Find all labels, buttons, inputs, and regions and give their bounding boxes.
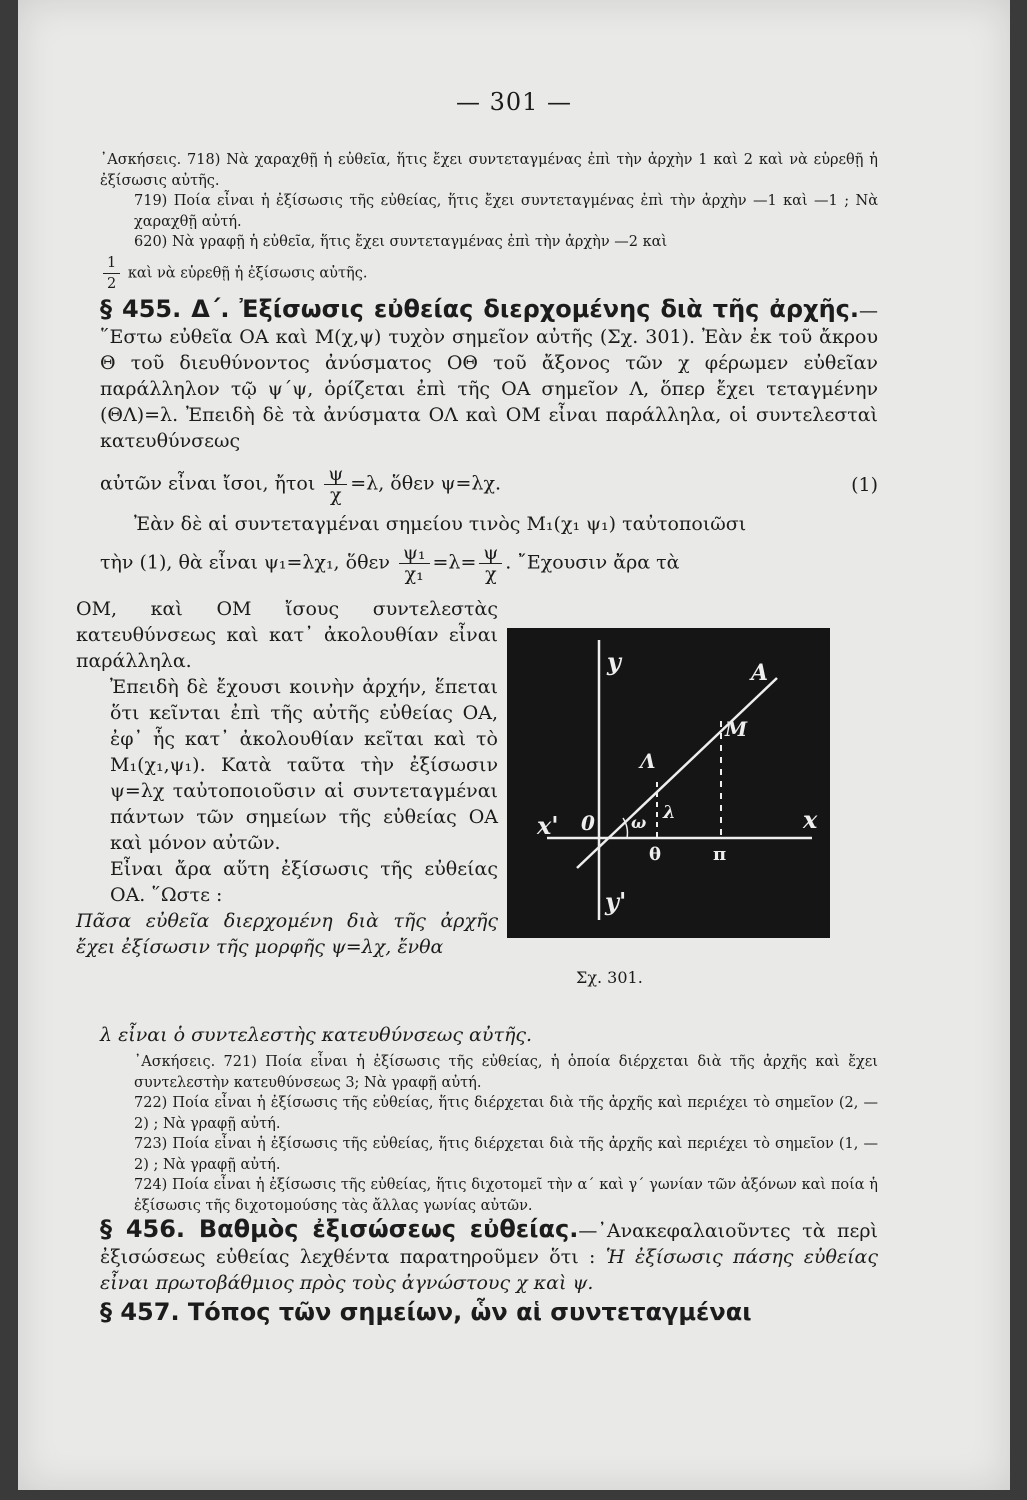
label-theta: θ (649, 844, 662, 865)
section-456-statement: Ἡ ἐξίσωσις πάσης εὐθείας εἶναι πρωτοβάθμιος πρὸς τοὺς ἀγνώστους χ καὶ ψ. (100, 1246, 879, 1294)
label-x: x (803, 805, 818, 834)
section-455-para2: Ἐὰν δὲ αἱ συντεταγμέναι σημείου τινὸς Μ₁(χ₁ ψ₁) ταὐτοποιῶσι (134, 513, 747, 535)
label-lambda: λ (663, 802, 676, 823)
exercise-724: 724) Ποία εἶναι ἡ ἐξίσωσις τῆς εὐθείας, ἥτις διχοτομεῖ τὴν α΄ καὶ γ΄ γωνίαν τῶν ἀξόνων καὶ ποία ἡ ἐξίσωσις τῆς διχοτομούσης τὰς ἄλλας γωνίας αὐτῶν. (134, 1177, 878, 1214)
section-455-heading: § 455. Δ΄. Ἐξίσωσις εὐθείας διερχομένης διὰ τῆς ἀρχῆς. (100, 295, 859, 323)
exercise-722: 722) Ποία εἶναι ἡ ἐξίσωσις τῆς εὐθείας, ἥτις διέρχεται διὰ τῆς ἀρχῆς καὶ περιέχει τὸ σημεῖον (2, —2) ; Νὰ γραφῇ αὐτή. (134, 1095, 878, 1132)
book-page (18, 0, 1010, 1490)
label-pi: π (713, 844, 727, 865)
section-457-heading: § 457. Τόπος τῶν σημείων, ὧν αἱ συντεταγμέναι (100, 1298, 752, 1326)
exercise-719: 719) Ποία εἶναι ἡ ἐξίσωσις τῆς εὐθείας, ἥτις ἔχει συντεταγμένας ἐπὶ τὴν ἀρχὴν —1 καὶ —1 ; Νὰ χαραχθῇ αὐτή. (134, 193, 878, 230)
exercise-620-end: $\frac{1}{2}$ καὶ νὰ εὑρεθῇ ἡ ἐξίσωσις αὐτῆς. (100, 253, 878, 294)
exercise-718: ᾿Ασκήσεις. 718) Νὰ χαραχθῇ ἡ εὐθεῖα, ἥτις ἔχει συντεταγμένας ἐπὶ τὴν ἀρχὴν 1 καὶ 2 καὶ νὰ εὑρεθῇ ἡ ἐξίσωσις αὐτῆς. (100, 152, 878, 189)
exercise-723: 723) Ποία εἶναι ἡ ἐξίσωσις τῆς εὐθείας, ἥτις διέρχεται διὰ τῆς ἀρχῆς καὶ περιέχει τὸ σημεῖον (1, —2) ; Νὰ γραφῇ αὐτή. (134, 1136, 878, 1173)
section-455-para3: ΟΜ, καὶ ΟΜ ἴσους συντελεστὰς κατευθύνσεως καὶ κατ᾿ ἀκολουθίαν εἶναι παράλληλα. (76, 598, 498, 672)
label-A: Α (751, 660, 769, 686)
section-455-theorem: Πᾶσα εὐθεῖα διερχομένη διὰ τῆς ἀρχῆς ἔχει ἐξίσωσιν τῆς μορφῆς ψ=λχ, ἔνθα (76, 910, 498, 958)
section-455 (100, 296, 878, 584)
section-457 (100, 1298, 878, 1326)
label-Lambda: Λ (640, 749, 656, 773)
label-M: Μ (725, 717, 748, 741)
section-456: § 456. Βαθμὸς ἐξισώσεως εὐθείας.—᾿Ανακεφαλαιοῦντες τὰ περὶ ἐξισώσεως εὐθείας λεχθέντα παρατηροῦμεν ὅτι : Ἡ ἐξίσωσις πάσης εὐθείας εἶναι πρωτοβάθμιος πρὸς τοὺς ἀγνώστους χ καὶ ψ. (100, 1215, 879, 1294)
section-455-para1: —῞Εστω εὐθεῖα ΟΑ καὶ Μ(χ,ψ) τυχὸν σημεῖον αὐτῆς (Σχ. 301). Ἐὰν ἐκ τοῦ ἄκρου Θ τοῦ διευθύνοντος ἀνύσματος ΟΘ τοῦ ἄξονος τῶν χ φέρωμεν εὐθεῖαν παράλληλον τῷ ψ΄ψ, ὁρίζεται ἐπὶ τῆς ΟΑ σημεῖον Λ, ὅπερ ἔχει τεταγμένην (ΘΛ)=λ. Ἐπειδὴ δὲ τὰ ἀνύσματα ΟΛ καὶ ΟΜ εἶναι παράλληλα, οἱ συντελεσταὶ κατευθύνσεως (100, 300, 878, 452)
fraction-half: $\frac{1}{2}$ (103, 253, 120, 294)
section-456-heading: § 456. Βαθμὸς ἐξισώσεως εὐθείας. (100, 1215, 579, 1243)
figure-caption: Σχ. 301. (576, 968, 643, 987)
exercises-bottom (100, 1052, 878, 1216)
section-455-para5a: Εἶναι ἄρα αὕτη ἐξίσωσις τῆς εὐθείας ΟΑ. ῞Ωστε : (110, 858, 498, 906)
line-OA (577, 678, 777, 868)
section-455-para4: Ἐπειδὴ δὲ ἔχουσι κοινὴν ἀρχήν, ἕπεται ὅτι κεῖνται ἐπὶ τῆς αὐτῆς εὐθείας ΟΑ, ἐφ᾿ ἧς κατ᾿ ἀκολουθίαν κεῖται καὶ τὸ Μ₁(χ₁,ψ₁). Κατὰ ταῦτα τὴν ἐξίσωσιν ψ=λχ ταὐτοποιοῦσιν αἱ συντεταγμέναι πάντων τῶν σημείων τῆς εὐθείας ΟΑ καὶ μόνον αὐτῶν. (110, 676, 498, 854)
exercises-top (100, 150, 878, 294)
section-455-wrapped (76, 596, 498, 960)
label-omega: ω (631, 813, 647, 832)
exercise-620: 620) Νὰ γραφῇ ἡ εὐθεῖα, ἥτις ἔχει συντεταγμένας ἐπὶ τὴν ἀρχὴν —2 καὶ (134, 234, 668, 250)
equation-tag: (1) (851, 473, 878, 496)
label-y: y (607, 647, 621, 676)
figure-301-diagram (507, 628, 830, 938)
section-455-para6: λ εἶναι ὁ συντελεστὴς κατευθύνσεως αὐτῆς. (100, 1024, 533, 1046)
label-origin: 0 (581, 811, 595, 835)
label-y-prime: y' (605, 887, 627, 916)
equation-1: αὐτῶν εἶναι ἴσοι, ἤτοι $\frac{\psi}{\chi}$ =λ, ὅθεν ψ=λχ. (1) (100, 463, 878, 506)
figure-301 (507, 628, 830, 938)
exercise-721: ᾿Ασκήσεις. 721) Ποία εἶναι ἡ ἐξίσωσις τῆς εὐθείας, ἡ ὁποία διέρχεται διὰ τῆς ἀρχῆς καὶ ἔχει συντελεστὴν κατευθύνσεως 3; Νὰ γραφῇ αὐτή. (134, 1054, 878, 1091)
label-x-prime: x' (537, 811, 559, 840)
equation-2: τὴν (1), θὰ εἶναι ψ₁=λχ₁, ὅθεν $\frac{\text{ψ₁}}{\text{χ₁}}$ =λ= $\frac{\psi}{\chi}$ . ῎Εχουσιν ἄρα τὰ (100, 542, 680, 585)
page-number: — 301 — (455, 88, 573, 116)
